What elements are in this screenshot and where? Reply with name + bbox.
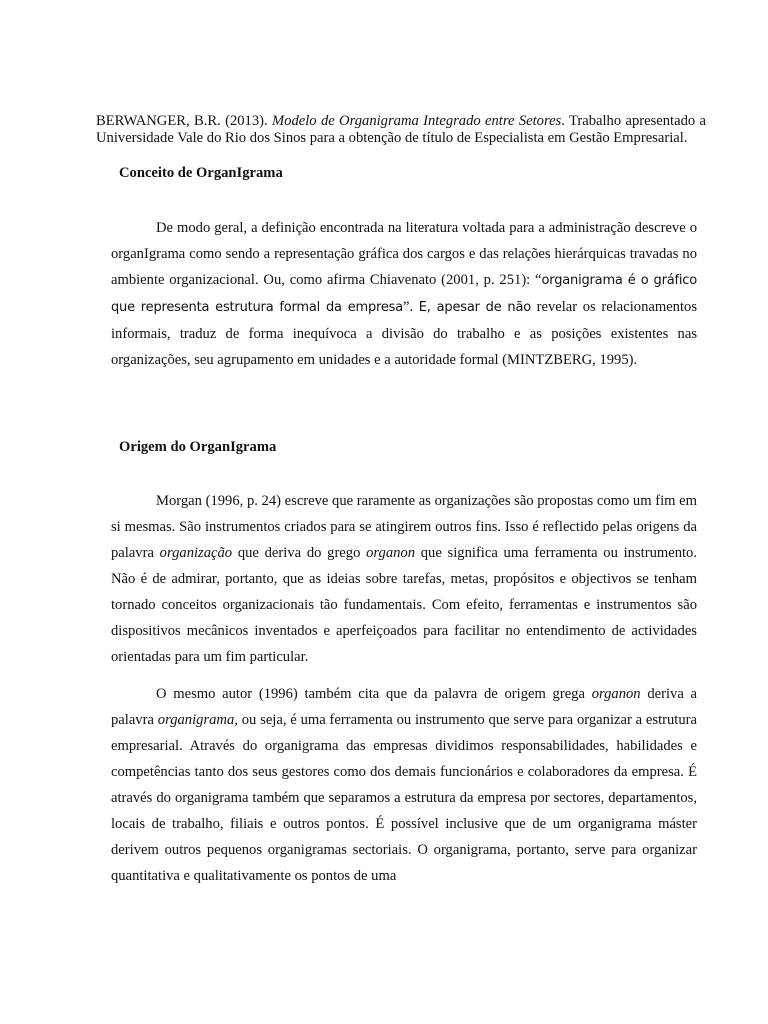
bibliographic-reference bbox=[96, 113, 706, 147]
text-run: deriva a palavra bbox=[111, 686, 698, 728]
text-run: que significa uma ferramenta ou instrumento. Não é de admirar, portanto, que as ideias sobre tarefas, metas, propósitos e objectivos se tenham tornado conceitos organizacionais tão fundamentais. Com efeito, ferramentas e instrumentos são dispositivos mecânicos inventados e aperfeiçoados para facilitar no entendimento de actividades orientadas para um fim particular. bbox=[111, 545, 697, 665]
text-run: O mesmo autor (1996) também cita que da palavra de origem grega bbox=[156, 686, 592, 702]
reference-authors: BERWANGER, B.R. (2013). bbox=[96, 112, 273, 129]
text-run: que deriva do grego bbox=[232, 545, 367, 561]
section-heading-conceito: Conceito de OrganIgrama bbox=[119, 165, 283, 181]
reference-details: . Trabalho apresentado a Universidade Vale do Rio dos Sinos para a obtenção de título de Especialista em Gestão Empresarial. bbox=[96, 112, 706, 146]
text-run: revelar os relacionamentos informais, traduz de forma inequívoca a divisão do trabalho e as posições existentes nas organizações, seu agrupamento em unidades e a autoridade formal (MINTZBERG, 1995). bbox=[111, 299, 697, 368]
paragraph-origem-2 bbox=[111, 681, 697, 889]
italic-term: organon bbox=[366, 545, 416, 561]
reference-title: Modelo de Organigrama Integrado entre Setores bbox=[272, 112, 562, 129]
section-heading-origem: Origem do OrganIgrama bbox=[119, 439, 277, 455]
text-run: ”. bbox=[403, 299, 419, 315]
text-run: ou seja, é uma ferramenta ou instrumento que serve para organizar a estrutura empresarial. Através do organigrama das empresas dividimos responsabilidades, habilidades e competências tanto dos seus gestores como dos demais funcionários e colaboradores da empresa. É através do organigrama também que separamos a estrutura da empresa por sectores, departamentos, locais de trabalho, filiais e outros pontos. É possível inclusive que de um organigrama máster derivem outros pequenos organigramas sectoriais. O organigrama, portanto, serve para organizar quantitativa e qualitativamente os pontos de uma bbox=[111, 712, 697, 884]
italic-term: organigrama, bbox=[157, 712, 238, 728]
text-run: Morgan (1996, p. 24) escreve que raramente as organizações são propostas como um fim em si mesmas. São instrumentos criados para se atingirem outros fins. Isso é reflectido pelas origens da palavra bbox=[111, 493, 697, 561]
paragraph-conceito bbox=[111, 215, 697, 373]
paragraph-origem-1 bbox=[111, 488, 697, 670]
italic-term: organon bbox=[591, 686, 641, 702]
italic-term: organização bbox=[159, 545, 233, 561]
quoted-definition: organigrama é o gráfico que representa estrutura formal da empresa bbox=[111, 273, 697, 315]
text-run: De modo geral, a definição encontrada na literatura voltada para a administração descreve o organIgrama como sendo a representação gráfica dos cargos e das relações hierárquicas travadas no ambiente organizacional. Ou, como afirma Chiavenato (2001, p. 251): “ bbox=[111, 220, 697, 288]
text-run-alt-font: E, apesar de não bbox=[418, 300, 531, 315]
